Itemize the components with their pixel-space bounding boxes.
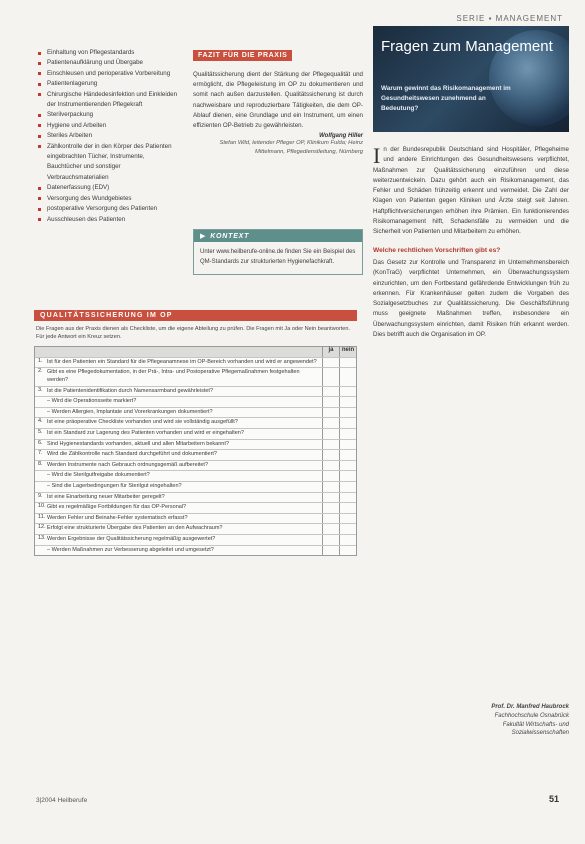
list-item: postoperative Versorgung des Patienten <box>38 204 180 214</box>
teaser-title: Fragen zum Management <box>381 38 553 55</box>
table-row <box>35 417 356 428</box>
section-header: SERIE ▪ MANAGEMENT <box>456 14 563 23</box>
author-block <box>373 703 569 738</box>
checklist-intro: Die Fragen aus der Praxis dienen als Checkliste, um die eigene Abteilung zu prüfen. Die Fragen mit Ja oder Nein beantworten. Für jede Antwort ein Kreuz setzen. <box>36 326 351 341</box>
checklist-header-ja: ja <box>322 347 339 357</box>
task-bullet-list <box>38 48 180 225</box>
checklist-title: QUALITÄTSSICHERUNG IM OP <box>34 310 357 321</box>
article-paragraph-text: n der Bundesrepublik Deutschland sind Hospitäler, Pflegeheime und andere Einrichtungen des Gesundheitswesens verpflichtet, Maßnahmen zur Qualitätssicherung einzuführen und diese weiterzuentwickeln. Dazu gehört auch ein Risikomanagement, das Fehler und Schäden frühzeitig erkennt und vermeidet. Die Zahl der Klagen von Patienten gegen Kliniken und Ärzte steigt seit Jahren. Haftpflichtversicherungen erhöhen ihre Prämien. Ein funktionierendes Risikomanagement hilft, Schadensfälle zu vermeiden und die Sicherheit von Patienten und Mitarbeitern zu erhöhen. <box>373 146 569 236</box>
row-question: – Werden Maßnahmen zur Verbesserung abgeleitet und umgesetzt? <box>47 546 322 556</box>
row-number: 9. <box>38 492 43 499</box>
ja-checkbox[interactable] <box>322 503 339 513</box>
ja-checkbox[interactable] <box>322 440 339 450</box>
ja-checkbox[interactable] <box>322 535 339 545</box>
fazit-box <box>193 44 363 156</box>
checklist-rows <box>35 357 356 555</box>
checklist-box <box>34 310 357 556</box>
row-question: Werden Instrumente nach Gebrauch ordnungsgemäß aufbereitet? <box>47 461 209 468</box>
nein-checkbox[interactable] <box>339 461 356 471</box>
row-question: Ist ein Standard zur Lagerung des Patienten vorhanden und wird er eingehalten? <box>47 429 244 436</box>
row-question: Gibt es eine Pflegedokumentation, in der Prä-, Intra- und Postoperative Pflegemaßnahmen festgehalten werden? <box>47 369 300 383</box>
row-number: 5. <box>38 428 43 435</box>
row-number: 2. <box>38 368 43 375</box>
row-number <box>35 408 47 418</box>
list-item: Einhaltung von Pflegestandards <box>38 48 180 58</box>
row-question: Ist eine präoperative Checkliste vorhanden und wird sie vollständig ausgefüllt? <box>47 419 238 426</box>
nein-checkbox[interactable] <box>339 514 356 524</box>
drop-cap: I <box>373 143 381 168</box>
ja-checkbox[interactable] <box>322 524 339 534</box>
table-row <box>35 357 356 368</box>
row-number: 8. <box>38 460 43 467</box>
nein-checkbox[interactable] <box>339 493 356 503</box>
teaser-subtitle: Warum gewinnt das Risikomanagement im Gesundheitswesen zunehmend an Bedeutung? <box>381 85 511 112</box>
ja-checkbox[interactable] <box>322 387 339 397</box>
row-number: 12. <box>38 524 46 531</box>
nein-checkbox[interactable] <box>339 408 356 418</box>
author-institution: Fachhochschule Osnabrück <box>494 712 569 719</box>
author-institution: Fakultät Wirtschafts- und <box>502 721 569 728</box>
row-question: – Wird die Sterilgutfreigabe dokumentiert? <box>47 471 322 481</box>
page-number: 51 <box>548 794 559 804</box>
row-number <box>35 397 47 407</box>
ja-checkbox[interactable] <box>322 408 339 418</box>
row-number <box>35 546 47 556</box>
list-item: Patientenlagerung <box>38 79 180 89</box>
row-question: Werden Fehler und Beinahe-Fehler systematisch erfasst? <box>47 514 188 521</box>
nein-checkbox[interactable] <box>339 429 356 439</box>
list-item: Chirurgische Händedesinfektion und Einkleiden der Instrumentierenden Pflegekraft <box>38 90 180 111</box>
row-question: Erfolgt eine strukturierte Übergabe des Patienten an den Aufwachraum? <box>47 525 223 532</box>
row-number: 13. <box>38 534 46 541</box>
ja-checkbox[interactable] <box>322 461 339 471</box>
fazit-signature: Wolfgang Hiller <box>319 133 363 140</box>
row-number: 7. <box>38 450 43 457</box>
fazit-affiliation: Stefan Wild, leitender Pfleger OP, Klinikum Fulda; Heinz Mittelmann, Pflegedienstleitung, Nürnberg <box>219 140 363 155</box>
ja-checkbox[interactable] <box>322 514 339 524</box>
table-row <box>35 545 356 556</box>
list-item: Patientenaufklärung und Übergabe <box>38 58 180 68</box>
table-row <box>35 460 356 471</box>
footer-issue: 3|2004 Heilberufe <box>36 797 88 804</box>
table-row <box>35 439 356 450</box>
row-number <box>35 471 47 481</box>
checklist-header-row <box>35 347 356 357</box>
row-number: 6. <box>38 439 43 446</box>
article-subheading: Welche rechtlichen Vorschriften gibt es? <box>373 246 501 254</box>
row-question: – Sind die Lagerbedingungen für Sterilgut eingehalten? <box>47 482 322 492</box>
nein-checkbox[interactable] <box>339 368 356 385</box>
kontext-body: Unter www.heilberufe-online.de finden Sie ein Beispiel des QM-Standards zur strukturierten Hygienefachkraft. <box>200 249 356 265</box>
list-item: Datenerfassung (EDV) <box>38 183 180 193</box>
row-question: – Werden Allergien, Implantate und Vorerkrankungen dokumentiert? <box>47 408 322 418</box>
ja-checkbox[interactable] <box>322 482 339 492</box>
row-number: 4. <box>38 418 43 425</box>
nein-checkbox[interactable] <box>339 387 356 397</box>
list-item: Steriles Arbeiten <box>38 131 180 141</box>
table-row <box>35 407 356 418</box>
article-paragraph <box>373 145 569 238</box>
ja-checkbox[interactable] <box>322 429 339 439</box>
fazit-title: FAZIT FÜR DIE PRAXIS <box>193 50 292 61</box>
ja-checkbox[interactable] <box>322 397 339 407</box>
table-row <box>35 386 356 397</box>
nein-checkbox[interactable] <box>339 546 356 556</box>
ja-checkbox[interactable] <box>322 546 339 556</box>
arrow-right-icon: ▶ <box>200 233 207 240</box>
list-item: Zählkontrolle der in den Körper des Patienten eingebrachten Tücher, Instrumente, Bauchtücher und sonstiger Verbrauchsmaterialien <box>38 142 180 184</box>
nein-checkbox[interactable] <box>339 358 356 368</box>
nein-checkbox[interactable] <box>339 524 356 534</box>
nein-checkbox[interactable] <box>339 450 356 460</box>
ja-checkbox[interactable] <box>322 493 339 503</box>
table-row <box>35 534 356 545</box>
checklist-header-question <box>35 347 322 357</box>
list-item: Einschleusen und perioperative Vorbereitung <box>38 69 180 79</box>
table-row <box>35 513 356 524</box>
nein-checkbox[interactable] <box>339 471 356 481</box>
row-number: 1. <box>38 357 43 364</box>
list-item: Versorgung des Wundgebietes <box>38 194 180 204</box>
table-row <box>35 449 356 460</box>
row-question: Ist die Patientenidentifikation durch Namensarmband gewährleistet? <box>47 387 214 394</box>
nein-checkbox[interactable] <box>339 503 356 513</box>
list-item: Sterilverpackung <box>38 110 180 120</box>
table-row <box>35 470 356 481</box>
nein-checkbox[interactable] <box>339 418 356 428</box>
kontext-header <box>194 230 362 242</box>
ja-checkbox[interactable] <box>322 358 339 368</box>
article-paragraph: Das Gesetz zur Kontrolle und Transparenz im Unternehmensbereich (KonTraG) verpflichtet Unternehmen, ein Überwachungssystem einzurichten, um den Fortbestand gefährdende Entwicklungen früh zu erkennen. Für Krankenhäuser gelten zudem die Vorgaben des Sozialgesetzbuches zur Qualitätssicherung. Die Geschäftsführung muss geeignete Maßnahmen treffen, insbesondere ein Überwachungssystem einrichten, damit Risiken früh erkannt werden. Dies betrifft auch die Organisation im OP. <box>373 258 569 339</box>
ja-checkbox[interactable] <box>322 450 339 460</box>
row-question: Wird die Zählkontrolle nach Standard durchgeführt und dokumentiert? <box>47 451 217 458</box>
kontext-box <box>193 229 363 275</box>
nein-checkbox[interactable] <box>339 535 356 545</box>
checklist-header-nein: nein <box>339 347 356 357</box>
author-name: Prof. Dr. Manfred Haubrock <box>491 704 569 710</box>
fazit-body: Qualitätssicherung dient der Stärkung der Pflegequalität und ermöglicht, die Pflegeleistung im OP zu dokumentieren und somit nach außen darzustellen. Qualitätssicherung ist durch nachweisbare und reproduzierbare Tätigkeiten, die dem OP-Ablauf dienen, eine Grundlage und ein Instrument, um einen effizienten OP-Betrieb zu gewährleisten. <box>193 71 363 130</box>
table-row <box>35 367 356 385</box>
list-item: Hygiene und Arbeiten <box>38 121 180 131</box>
table-row <box>35 523 356 534</box>
ja-checkbox[interactable] <box>322 368 339 385</box>
table-row <box>35 492 356 503</box>
table-row <box>35 502 356 513</box>
table-row <box>35 481 356 492</box>
row-number: 10. <box>38 503 46 510</box>
row-question: Gibt es regelmäßige Fortbildungen für das OP-Personal? <box>47 504 187 511</box>
ja-checkbox[interactable] <box>322 471 339 481</box>
row-question: Ist für den Patienten ein Standard für die Pflegeanamnese im OP-Bereich vorhanden und wird er angewendet? <box>47 358 317 365</box>
row-number: 11. <box>38 513 46 520</box>
nein-checkbox[interactable] <box>339 440 356 450</box>
article-body <box>373 145 569 340</box>
teaser-banner <box>373 26 569 132</box>
row-question: Sind Hygienestandards vorhanden, aktuell und allen Mitarbeitern bekannt? <box>47 440 229 447</box>
row-question: Werden Ergebnisse der Qualitätssicherung regelmäßig ausgewertet? <box>47 535 216 542</box>
ja-checkbox[interactable] <box>322 418 339 428</box>
row-number: 3. <box>38 386 43 393</box>
checklist-table <box>34 346 357 556</box>
list-item: Ausschleusen des Patienten <box>38 215 180 225</box>
author-institution: Sozialwissenschaften <box>511 730 569 737</box>
row-number <box>35 482 47 492</box>
nein-checkbox[interactable] <box>339 482 356 492</box>
table-row <box>35 396 356 407</box>
row-question: Ist eine Einarbeitung neuer Mitarbeiter geregelt? <box>47 493 165 500</box>
nein-checkbox[interactable] <box>339 397 356 407</box>
row-question: – Wird die Operationsseite markiert? <box>47 397 322 407</box>
table-row <box>35 428 356 439</box>
kontext-title: KONTEXT <box>210 233 250 240</box>
